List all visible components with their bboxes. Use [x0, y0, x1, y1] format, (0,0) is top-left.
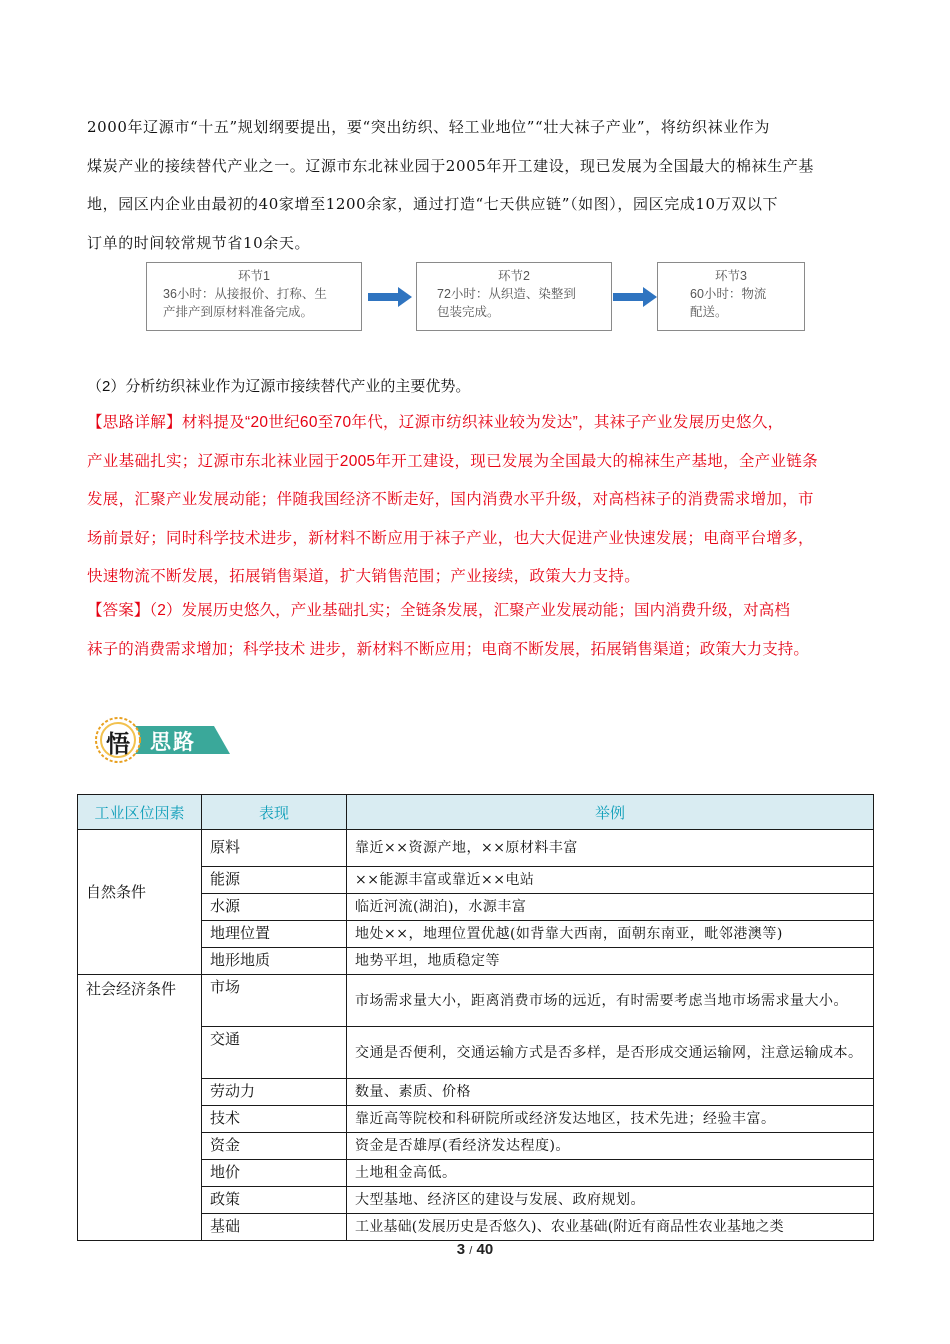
- banner-badge: 悟: [106, 730, 130, 758]
- answer-block: [87, 592, 887, 669]
- factor-cell: 资金: [202, 1133, 347, 1160]
- header-example: 举例: [347, 795, 874, 830]
- flow-step-text: 包装完成。: [437, 305, 500, 319]
- factor-cell: 原料: [202, 830, 347, 867]
- category-natural: 自然条件: [78, 830, 202, 975]
- analysis-line: 发展，汇聚产业发展动能；伴随我国经济不断走好，国内消费水平升级，对高档袜子的消费需求增加，市: [87, 491, 814, 508]
- example-cell: 大型基地、经济区的建设与发展、政府规划。: [347, 1187, 874, 1214]
- analysis-line: 场前景好；同时科学技术进步，新材料不断应用于袜子产业，也大大促进产业快速发展；电商平台增多，: [87, 529, 814, 547]
- factor-cell: 地形地质: [202, 948, 347, 975]
- page-number: [0, 1241, 950, 1258]
- analysis-line: 材料提及“20世纪60至70年代，辽源市纺织袜业较为发达”，其袜子产业发展历史悠久，: [181, 414, 784, 431]
- factor-cell: 交通: [202, 1027, 347, 1079]
- category-socioeconomic: 社会经济条件: [78, 975, 202, 1241]
- analysis-tag: 【思路详解】: [87, 414, 182, 431]
- flow-step-text: 配送。: [690, 305, 728, 319]
- flow-step-text: 36小时：从接报价、打称、生: [163, 287, 327, 301]
- banner-title: 思路: [150, 730, 196, 754]
- table-header-row: [78, 795, 874, 830]
- flow-step-title: 环节3: [715, 269, 747, 283]
- page-total: 40: [476, 1241, 494, 1258]
- flow-step-text: 产排产到原材料准备完成。: [163, 305, 314, 319]
- section-banner: [94, 712, 234, 768]
- example-cell: 数量、素质、价格: [347, 1079, 874, 1106]
- flow-step-3: [657, 262, 805, 331]
- factor-cell: 技术: [202, 1106, 347, 1133]
- example-cell: 靠近××资源产地，××原材料丰富: [347, 830, 874, 867]
- factor-cell: 市场: [202, 975, 347, 1027]
- analysis-line: 快速物流不断发展，拓展销售渠道，扩大销售范围；产业接续，政策大力支持。: [87, 568, 641, 585]
- question-text: （2）分析纺织袜业作为辽源市接续替代产业的主要优势。: [87, 378, 471, 395]
- flow-step-1: [146, 262, 362, 331]
- analysis-block: [87, 404, 877, 597]
- factor-cell: 政策: [202, 1187, 347, 1214]
- analysis-line: 产业基础扎实；辽源市东北袜业园于2005年开工建设，现已发展为全国最大的棉袜生产基地，全产业链条: [87, 452, 818, 470]
- flow-arrow-icon: [368, 286, 414, 308]
- flow-arrow-icon: [613, 286, 659, 308]
- example-cell: 土地租金高低。: [347, 1160, 874, 1187]
- table-row: [78, 830, 874, 867]
- example-cell: 工业基础(发展历史是否悠久)、农业基础(附近有商品性农业基地之类: [347, 1214, 874, 1241]
- factor-cell: 水源: [202, 894, 347, 921]
- intro-line: 订单的时间较常规节省10余天。: [87, 233, 311, 252]
- table-row: [78, 975, 874, 1027]
- factor-cell: 地理位置: [202, 921, 347, 948]
- example-cell: 市场需求量大小，距离消费市场的远近，有时需要考虑当地市场需求量大小。: [347, 975, 874, 1027]
- example-cell: 地处××，地理位置优越(如背靠大西南，面朝东南亚，毗邻港澳等): [347, 921, 874, 948]
- example-cell: 资金是否雄厚(看经济发达程度)。: [347, 1133, 874, 1160]
- example-cell: 地势平坦，地质稳定等: [347, 948, 874, 975]
- flow-step-text: 60小时：物流: [690, 287, 767, 301]
- answer-line: 袜子的消费需求增加；科学技术 进步，新材料不断应用；电商不断发展，拓展销售渠道；政策大力支持。: [87, 640, 810, 658]
- factor-cell: 能源: [202, 867, 347, 894]
- answer-tag: 【答案】: [87, 602, 150, 619]
- example-cell: 靠近高等院校和科研院所或经济发达地区，技术先进；经验丰富。: [347, 1106, 874, 1133]
- factor-cell: 地价: [202, 1160, 347, 1187]
- intro-line: 2000年辽源市“十五”规划纲要提出，要“突出纺织、轻工业地位”“壮大袜子产业”，将纺织袜业作为: [87, 118, 770, 136]
- example-cell: 临近河流(湖泊)，水源丰富: [347, 894, 874, 921]
- flow-step-text: 72小时：从织造、染整到: [437, 287, 576, 301]
- flow-step-2: [416, 262, 612, 331]
- intro-line: 煤炭产业的接续替代产业之一。辽源市东北袜业园于2005年开工建设，现已发展为全国最大的棉袜生产基: [87, 156, 814, 175]
- answer-line: （2）发展历史悠久，产业基础扎实；全链条发展，汇聚产业发展动能；国内消费升级，对高档: [149, 602, 790, 619]
- header-factor-category: 工业区位因素: [78, 795, 202, 830]
- page-current: 3: [456, 1241, 466, 1258]
- intro-line: 地，园区内企业由最初的40家增至1200余家，通过打造“七天供应链”（如图），园区完成10万双以下: [87, 195, 779, 213]
- factor-cell: 劳动力: [202, 1079, 347, 1106]
- page-separator: /: [469, 1245, 473, 1257]
- header-performance: 表现: [202, 795, 347, 830]
- flow-step-title: 环节2: [498, 269, 530, 283]
- flow-step-title: 环节1: [238, 269, 270, 283]
- example-cell: 交通是否便利，交通运输方式是否多样，是否形成交通运输网，注意运输成本。: [347, 1027, 874, 1079]
- location-factors-table: [77, 794, 874, 1241]
- example-cell: ××能源丰富或靠近××电站: [347, 867, 874, 894]
- intro-paragraph: [87, 108, 865, 262]
- factor-cell: 基础: [202, 1214, 347, 1241]
